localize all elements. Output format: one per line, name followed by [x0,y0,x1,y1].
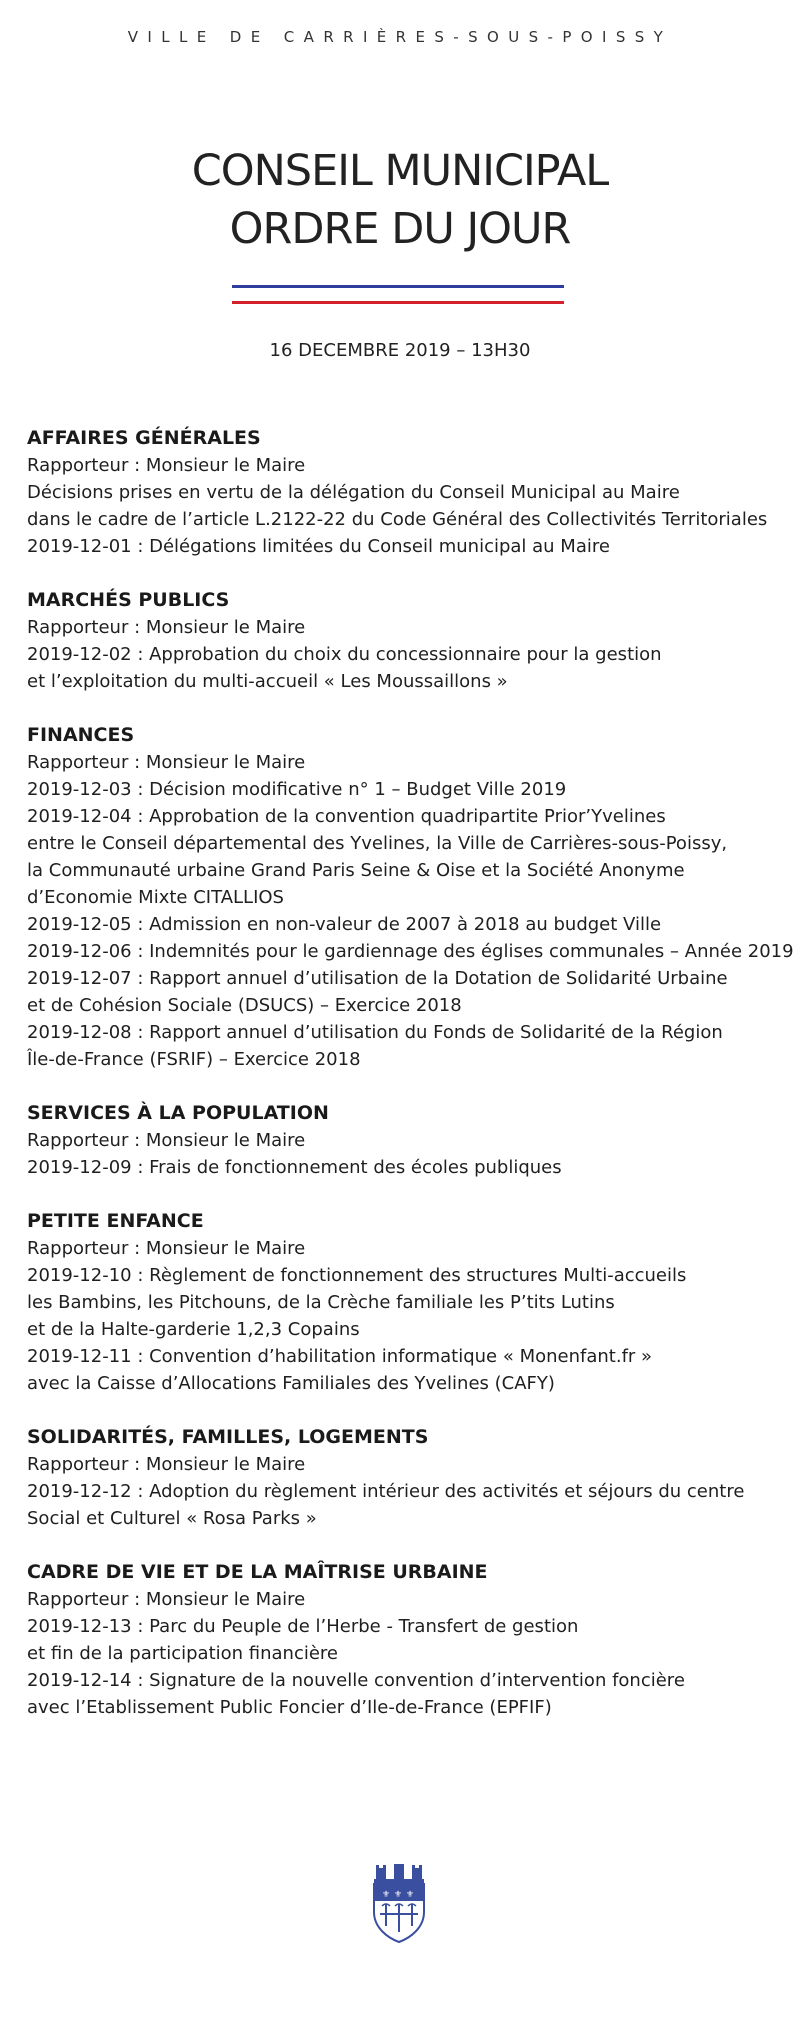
agenda-line: Île-de-France (FSRIF) – Exercice 2018 [27,1049,361,1070]
page-title [0,142,800,258]
agenda-line: Rapporteur : Monsieur le Maire [27,1589,306,1610]
agenda-line: 2019-12-14 : Signature de la nouvelle convention d’intervention foncière [27,1670,685,1691]
agenda-line: 2019-12-10 : Règlement de fonctionnement des structures Multi-accueils [27,1265,687,1286]
agenda-section [27,722,794,1073]
section-title: SERVICES À LA POPULATION [27,1102,329,1124]
tricolor-rule-blue [232,285,564,288]
agenda-line: Rapporteur : Monsieur le Maire [27,752,306,773]
agenda-line: Rapporteur : Monsieur le Maire [27,1238,306,1259]
section-title: SOLIDARITÉS, FAMILLES, LOGEMENTS [27,1426,429,1448]
agenda-line: Rapporteur : Monsieur le Maire [27,617,306,638]
title-line-2: ORDRE DU JOUR [229,204,571,254]
agenda-line: 2019-12-06 : Indemnités pour le gardiennage des églises communales – Année 2019 [27,941,794,962]
svg-text:⚜: ⚜ [406,1890,415,1900]
meeting-date: 16 DECEMBRE 2019 – 13H30 [269,340,531,361]
agenda-line: 2019-12-07 : Rapport annuel d’utilisation de la Dotation de Solidarité Urbaine [27,968,728,989]
agenda-section [27,587,787,695]
agenda-line: 2019-12-13 : Parc du Peuple de l’Herbe - Transfert de gestion [27,1616,579,1637]
agenda-line: et fin de la participation financière [27,1643,339,1664]
agenda-line: et de la Halte-garderie 1,2,3 Copains [27,1319,360,1340]
section-title: FINANCES [27,724,135,746]
agenda-line: 2019-12-03 : Décision modificative n° 1 – Budget Ville 2019 [27,779,567,800]
agenda-line: avec l’Etablissement Public Foncier d’Ile-de-France (EPFIF) [27,1697,552,1718]
agenda-line: Rapporteur : Monsieur le Maire [27,455,306,476]
agenda-line: Rapporteur : Monsieur le Maire [27,1454,306,1475]
title-line-1: CONSEIL MUNICIPAL [191,146,609,196]
agenda-line: Décisions prises en vertu de la délégation du Conseil Municipal au Maire [27,482,680,503]
agenda-line: les Bambins, les Pitchouns, de la Crèche familiale les P’tits Lutins [27,1292,615,1313]
agenda-line: avec la Caisse d’Allocations Familiales des Yvelines (CAFY) [27,1373,555,1394]
agenda-list [27,425,794,1748]
agenda-line: 2019-12-08 : Rapport annuel d’utilisation du Fonds de Solidarité de la Région [27,1022,723,1043]
agenda-line: la Communauté urbaine Grand Paris Seine & Oise et la Société Anonyme [27,860,685,881]
agenda-line: 2019-12-02 : Approbation du choix du concessionnaire pour la gestion [27,644,662,665]
agenda-section [27,425,787,560]
tricolor-rule-red [232,301,564,304]
section-title: CADRE DE VIE ET DE LA MAÎTRISE URBAINE [27,1561,488,1583]
agenda-line: 2019-12-01 : Délégations limitées du Conseil municipal au Maire [27,536,610,557]
svg-text:⚜: ⚜ [382,1890,391,1900]
agenda-section [27,1559,787,1721]
agenda-section [27,1424,787,1532]
section-title: AFFAIRES GÉNÉRALES [27,427,261,449]
city-crest-icon [370,1862,428,1944]
agenda-section [27,1100,787,1181]
agenda-line: 2019-12-11 : Convention d’habilitation informatique « Monenfant.fr » [27,1346,653,1367]
section-title: PETITE ENFANCE [27,1210,204,1232]
agenda-line: entre le Conseil départemental des Yvelines, la Ville de Carrières-sous-Poissy, [27,833,728,854]
agenda-line: et de Cohésion Sociale (DSUCS) – Exercice 2018 [27,995,462,1016]
agenda-line: et l’exploitation du multi-accueil « Les Moussaillons » [27,671,508,692]
agenda-line: d’Economie Mixte CITALLIOS [27,887,284,908]
agenda-section [27,1208,787,1397]
agenda-line: 2019-12-12 : Adoption du règlement intérieur des activités et séjours du centre [27,1481,745,1502]
agenda-line: 2019-12-09 : Frais de fonctionnement des écoles publiques [27,1157,562,1178]
section-title: MARCHÉS PUBLICS [27,589,230,611]
agenda-line: Rapporteur : Monsieur le Maire [27,1130,306,1151]
city-header: VILLE DE CARRIÈRES-SOUS-POISSY [127,28,673,46]
svg-text:⚜: ⚜ [394,1890,403,1900]
agenda-line: 2019-12-04 : Approbation de la convention quadripartite Prior’Yvelines [27,806,666,827]
agenda-line: 2019-12-05 : Admission en non-valeur de 2007 à 2018 au budget Ville [27,914,662,935]
agenda-line: Social et Culturel « Rosa Parks » [27,1508,317,1529]
agenda-line: dans le cadre de l’article L.2122-22 du Code Général des Collectivités Territoriales [27,509,768,530]
